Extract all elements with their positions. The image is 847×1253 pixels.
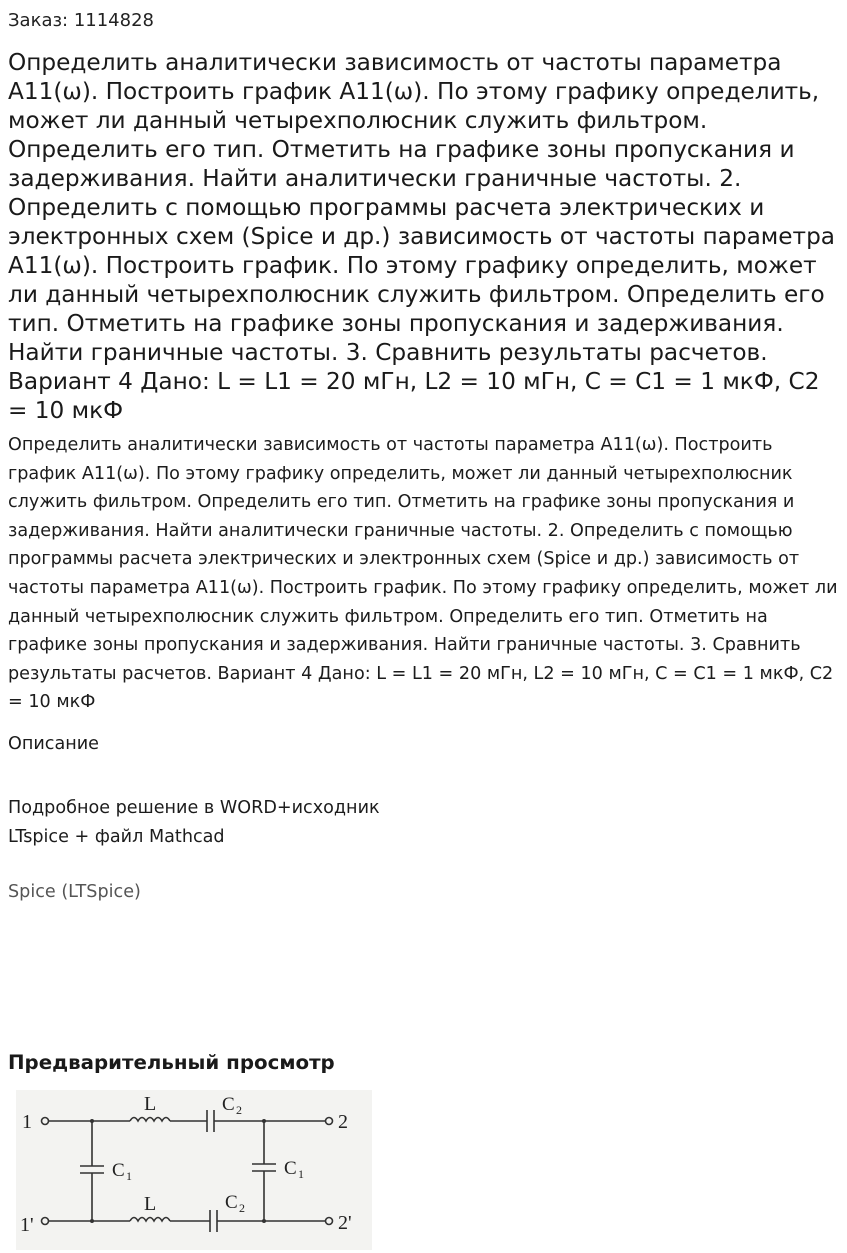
cap-left-subscript: 1 — [126, 1169, 132, 1183]
terminal-2p-node — [326, 1218, 333, 1225]
circuit-diagram — [16, 1090, 372, 1250]
description-body — [8, 794, 380, 852]
cap-right-subscript: 1 — [298, 1167, 304, 1181]
junction-dot — [90, 1119, 94, 1123]
junction-dot — [262, 1219, 266, 1223]
terminal-2-node — [326, 1118, 333, 1125]
inductor-top — [130, 1118, 170, 1122]
junction-dot — [262, 1119, 266, 1123]
inductor-bottom — [130, 1218, 170, 1222]
cap-bottom-label: C — [225, 1192, 238, 1213]
cap-left-label: C — [112, 1160, 125, 1181]
cap-top-label: C — [222, 1094, 235, 1115]
task-title: Определить аналитически зависимость от частоты параметра А11(ω). Построить график А11(ω). По этому графику определить, может ли данный четырехполюсник служить фильтром. Определить его тип. Отметить на графике зоны пропускания и задерживания. Найти аналитически граничные частоты. 2. Определить с помощью программы расчета электрических и электронных схем (Spice и др.) зависимость от частоты параметра А11(ω). Построить график. По этому графику определить, может ли данный четырехполюсник служить фильтром. Определить его тип. Отметить на графике зоны пропускания и задерживания. Найти граничные частоты. 3. Сравнить результаты расчетов. Вариант 4 Дано: L = L1 = 20 мГн, L2 = 10 мГн, C = C1 = 1 мкФ, C2 = 10 мкФ — [8, 49, 835, 424]
description-line: Подробное решение в WORD+исходник — [8, 798, 380, 818]
software-label: Spice (LTSpice) — [8, 882, 141, 902]
circuit-preview-image — [16, 1090, 372, 1250]
terminal-1p-node — [42, 1218, 49, 1225]
inductor-top-label: L — [144, 1093, 157, 1115]
terminal-1-node — [42, 1118, 49, 1125]
cap-bottom-subscript: 2 — [239, 1201, 245, 1215]
terminal-1-label: 1 — [22, 1111, 32, 1133]
order-number: Заказ: 1114828 — [8, 10, 154, 31]
terminal-1p-label: 1' — [20, 1214, 34, 1236]
cap-right-label: C — [284, 1158, 297, 1179]
description-line: LTspice + файл Mathcad — [8, 827, 225, 847]
terminal-2-label: 2 — [338, 1111, 348, 1133]
junction-dot — [90, 1219, 94, 1223]
preview-heading: Предварительный просмотр — [8, 1051, 335, 1074]
task-text: Определить аналитически зависимость от частоты параметра А11(ω). Построить график А11(ω). По этому графику определить, может ли данный четырехполюсник служить фильтром. Определить его тип. Отметить на графике зоны пропускания и задерживания. Найти аналитически граничные частоты. 2. Определить с помощью программы расчета электрических и электронных схем (Spice и др.) зависимость от частоты параметра А11(ω). Построить график. По этому графику определить, может ли данный четырехполюсник служить фильтром. Определить его тип. Отметить на графике зоны пропускания и задерживания. Найти граничные частоты. 3. Сравнить результаты расчетов. Вариант 4 Дано: L = L1 = 20 мГн, L2 = 10 мГн, C = C1 = 1 мкФ, C2 = 10 мкФ — [8, 435, 838, 713]
description-heading: Описание — [8, 734, 100, 754]
inductor-bottom-label: L — [144, 1193, 157, 1215]
cap-top-subscript: 2 — [236, 1103, 242, 1117]
terminal-2p-label: 2' — [338, 1212, 352, 1234]
